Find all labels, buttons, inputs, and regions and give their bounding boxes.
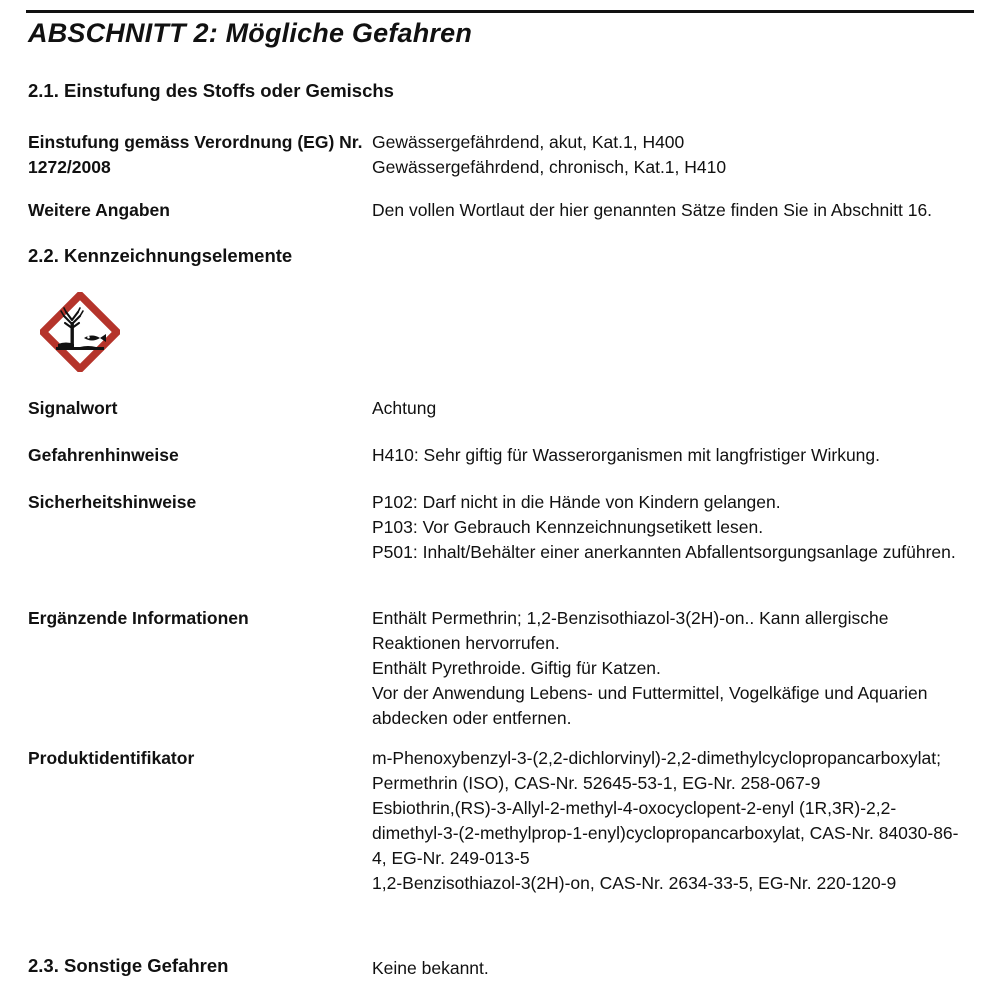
- row-value-sonstige-gefahren: Keine bekannt.: [372, 958, 489, 978]
- row-label-einstufung-line1: Einstufung gemäss Verordnung: [28, 132, 293, 152]
- row-label-weitere-angaben: Weitere Angaben: [28, 200, 170, 220]
- row-label-einstufung: [28, 130, 368, 180]
- page-title: ABSCHNITT 2: Mögliche Gefahren: [28, 18, 473, 48]
- precautionary-statement-p501: P501: Inhalt/Behälter einer anerkannten Abfallentsorgungsanlage zuführen.: [372, 542, 956, 562]
- row-value-weitere-angaben: Den vollen Wortlaut der hier genannten Sätze finden Sie in Abschnitt 16.: [372, 200, 933, 220]
- supplemental-info-line3: Vor der Anwendung Lebens- und Futtermittel, Vogelkäfige und Aquarien abdecken oder entfernen.: [372, 683, 928, 728]
- row-label-ergaenzende-informationen: Ergänzende Informationen: [28, 608, 249, 628]
- supplemental-info-line2: Enthält Pyrethroide. Giftig für Katzen.: [372, 658, 661, 678]
- row-label-signalwort: Signalwort: [28, 398, 118, 418]
- subsection-heading-2-2: 2.2. Kennzeichnungselemente: [28, 245, 293, 266]
- row-label-sicherheitshinweise: Sicherheitshinweise: [28, 492, 197, 512]
- row-value-signalwort: Achtung: [372, 398, 437, 418]
- row-label-einstufung-line2: (EG) Nr. 1272/2008: [28, 132, 363, 177]
- precautionary-statement-p102: P102: Darf nicht in die Hände von Kindern gelangen.: [372, 492, 781, 512]
- row-value-produktidentifikator: [372, 746, 962, 896]
- row-label-produktidentifikator: Produktidentifikator: [28, 748, 195, 768]
- subsection-heading-2-1: 2.1. Einstufung des Stoffs oder Gemischs: [28, 80, 394, 101]
- supplemental-info-line1: Enthält Permethrin; 1,2-Benzisothiazol-3(2H)-on.. Kann allergische Reaktionen hervorrufen.: [372, 608, 889, 653]
- header-rule: [26, 10, 974, 13]
- substance-benzisothiazolinone: 1,2-Benzisothiazol-3(2H)-on, CAS-Nr. 2634-33-5, EG-Nr. 220-120-9: [372, 873, 897, 893]
- substance-esbiothrin: Esbiothrin,(RS)-3-Allyl-2-methyl-4-oxocyclopent-2-enyl (1R,3R)-2,2-dimethyl-3-(2-methylprop-1-enyl)cyclopropancarboxylat, CAS-Nr. 84030-86-4, EG-Nr. 249-013-5: [372, 798, 959, 868]
- precautionary-statement-p103: P103: Vor Gebrauch Kennzeichnungsetikett lesen.: [372, 517, 764, 537]
- row-value-ergaenzende-informationen: [372, 606, 962, 731]
- row-value-gefahrenhinweise: H410: Sehr giftig für Wasserorganismen mit langfristiger Wirkung.: [372, 445, 881, 465]
- row-value-einstufung: [372, 130, 992, 180]
- substance-permethrin: m-Phenoxybenzyl-3-(2,2-dichlorvinyl)-2,2-dimethylcyclopropancarboxylat; Permethrin (ISO), CAS-Nr. 52645-53-1, EG-Nr. 258-067-9: [372, 748, 941, 793]
- subsection-heading-2-3: 2.3. Sonstige Gefahren: [28, 955, 229, 976]
- ghs09-icon: [40, 292, 120, 372]
- ghs09-environmental-hazard-pictogram: [40, 292, 120, 372]
- row-label-gefahrenhinweise: Gefahrenhinweise: [28, 445, 179, 465]
- row-value-sicherheitshinweise: [372, 490, 972, 565]
- row-value-einstufung-line2: Gewässergefährdend, chronisch, Kat.1, H410: [372, 157, 727, 177]
- row-value-einstufung-line1: Gewässergefährdend, akut, Kat.1, H400: [372, 132, 685, 152]
